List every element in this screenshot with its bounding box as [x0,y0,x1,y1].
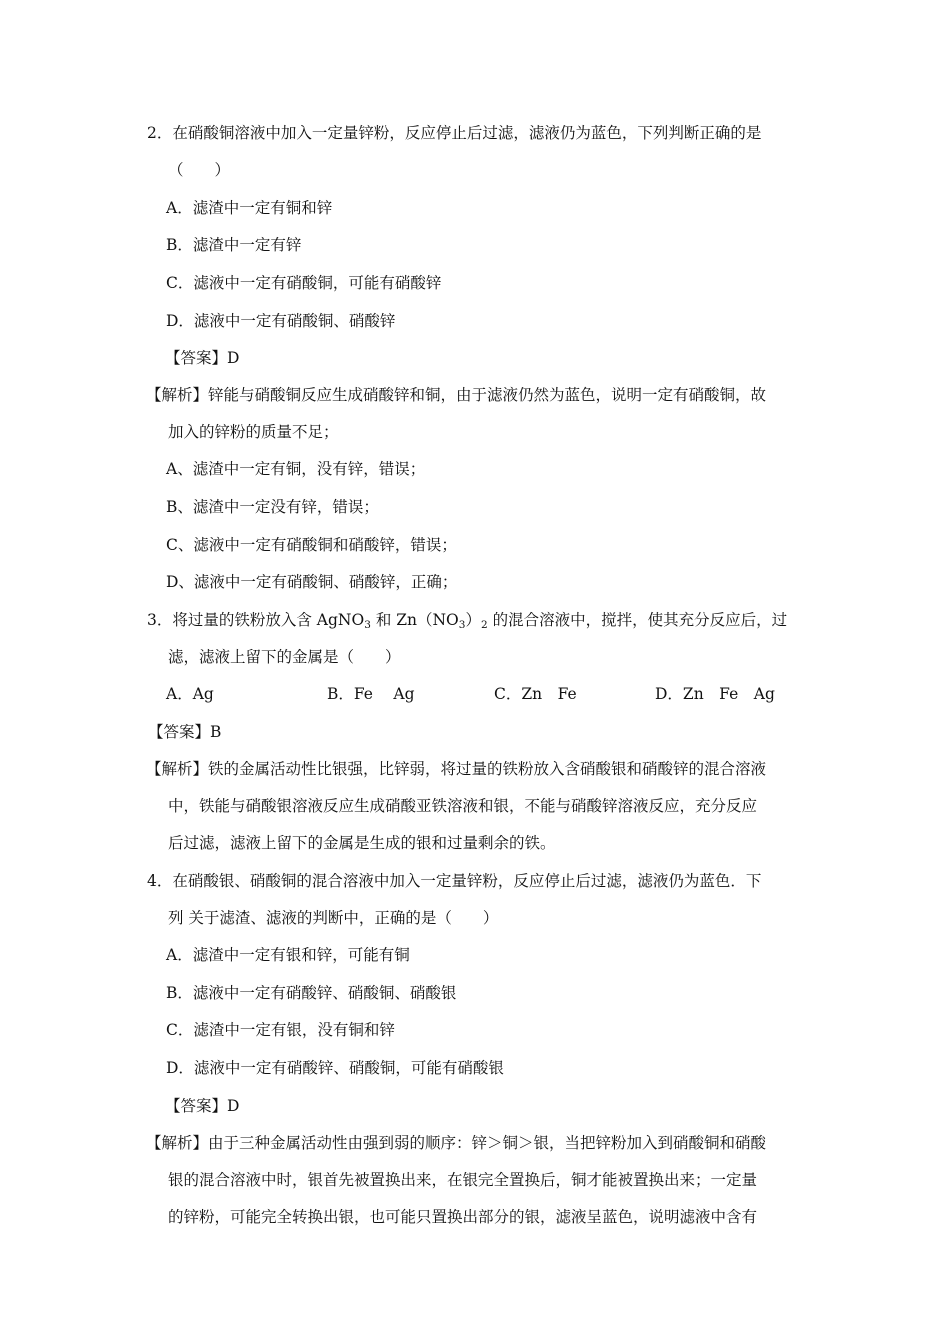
q3-stem-part1: 将过量的铁粉放入含 AgNO [172,611,365,629]
q3-stem-part4: 的混合溶液中，搅拌，使其充分反应后，过 [487,611,788,629]
q4-option-b: B．滤液中一定有硝酸锌、硝酸铜、硝酸银 [166,984,457,1002]
q4-analysis-line1 [146,1132,766,1154]
q4-analysis-line3: 的锌粉，可能完全转换出银，也可能只置换出部分的银，滤液呈蓝色，说明滤液中含有 [168,1208,758,1226]
q2-option-d: D．滤液中一定有硝酸铜、硝酸锌 [166,312,396,330]
q3-stem-part2: 和 Zn（NO [370,611,459,629]
q3-answer: 【答案】B [148,723,222,741]
q2-analysis-line2: 加入的锌粉的质量不足； [168,423,339,441]
q2-analysis-line1 [146,384,766,406]
q3-option-b: B．Fe Ag [327,685,415,703]
q3-option-c: C．Zn Fe [494,685,577,703]
q2-option-c: C．滤液中一定有硝酸铜，可能有硝酸锌 [166,274,442,292]
q3-sub3: 2 [480,619,488,631]
q3-stem-line2: 滤，滤液上留下的金属是（ ） [168,648,401,666]
q3-analysis-label: 【解析】 [146,760,209,778]
q4-option-d: D．滤液中一定有硝酸锌、硝酸铜，可能有硝酸银 [166,1059,504,1077]
q2-analysis-point-b: B、滤渣中一定没有锌，错误； [166,498,379,516]
q4-analysis-label: 【解析】 [146,1134,209,1152]
q2-analysis-text: 锌能与硝酸铜反应生成硝酸锌和铜，由于滤液仍然为蓝色，说明一定有硝酸铜，故 [208,386,767,404]
q3-analysis-text: 铁的金属活动性比银强，比锌弱，将过量的铁粉放入含硝酸银和硝酸锌的混合溶液 [208,760,767,778]
q4-option-c: C．滤渣中一定有银，没有铜和锌 [166,1021,395,1039]
q2-stem-line2: （ ） [168,161,231,179]
q4-number: 4． [147,872,173,890]
q4-analysis-line2: 银的混合溶液中时，银首先被置换出来，在银完全置换后，铜才能被置换出来；一定量 [168,1171,758,1189]
q3-analysis-line1 [146,758,766,780]
q4-stem-text: 在硝酸银、硝酸铜的混合溶液中加入一定量锌粉，反应停止后过滤，滤液仍为蓝色．下 [172,872,762,890]
q2-analysis-label: 【解析】 [146,386,209,404]
q2-answer: 【答案】D [165,349,240,367]
q2-option-a: A．滤渣中一定有铜和锌 [166,199,333,217]
q4-stem-line1 [147,870,761,892]
q2-analysis-point-c: C、滤液中一定有硝酸铜和硝酸锌，错误； [166,536,457,554]
q3-sub1: 3 [364,619,371,631]
q2-stem-line1 [147,122,761,144]
q4-answer: 【答案】D [165,1097,240,1115]
q2-analysis-point-d: D、滤液中一定有硝酸铜、硝酸锌，正确； [166,573,458,591]
q2-number: 2． [147,124,173,142]
q4-analysis-text: 由于三种金属活动性由强到弱的顺序：锌＞铜＞银，当把锌粉加入到硝酸铜和硝酸 [208,1134,767,1152]
q3-sub2: 3 [458,619,466,631]
q3-option-a: A．Ag [166,685,214,703]
q3-analysis-line3: 后过滤，滤液上留下的金属是生成的银和过量剩余的铁。 [168,834,556,852]
q4-option-a: A．滤渣中一定有银和锌，可能有铜 [166,946,410,964]
q3-analysis-line2: 中，铁能与硝酸银溶液反应生成硝酸亚铁溶液和银，不能与硝酸锌溶液反应，充分反应 [168,797,758,815]
q4-stem-line2: 列 关于滤渣、滤液的判断中，正确的是（ ） [168,909,499,927]
q2-analysis-point-a: A、滤渣中一定有铜，没有锌，错误； [166,460,426,478]
q2-stem-text: 在硝酸铜溶液中加入一定量锌粉，反应停止后过滤，滤液仍为蓝色，下列判断正确的是 [172,124,762,142]
q3-stem-line1 [147,609,787,631]
q2-option-b: B．滤渣中一定有锌 [166,236,302,254]
q3-option-d: D．Zn Fe Ag [655,685,775,703]
q3-number: 3． [147,611,173,629]
q3-stem-part3: ） [465,611,481,629]
